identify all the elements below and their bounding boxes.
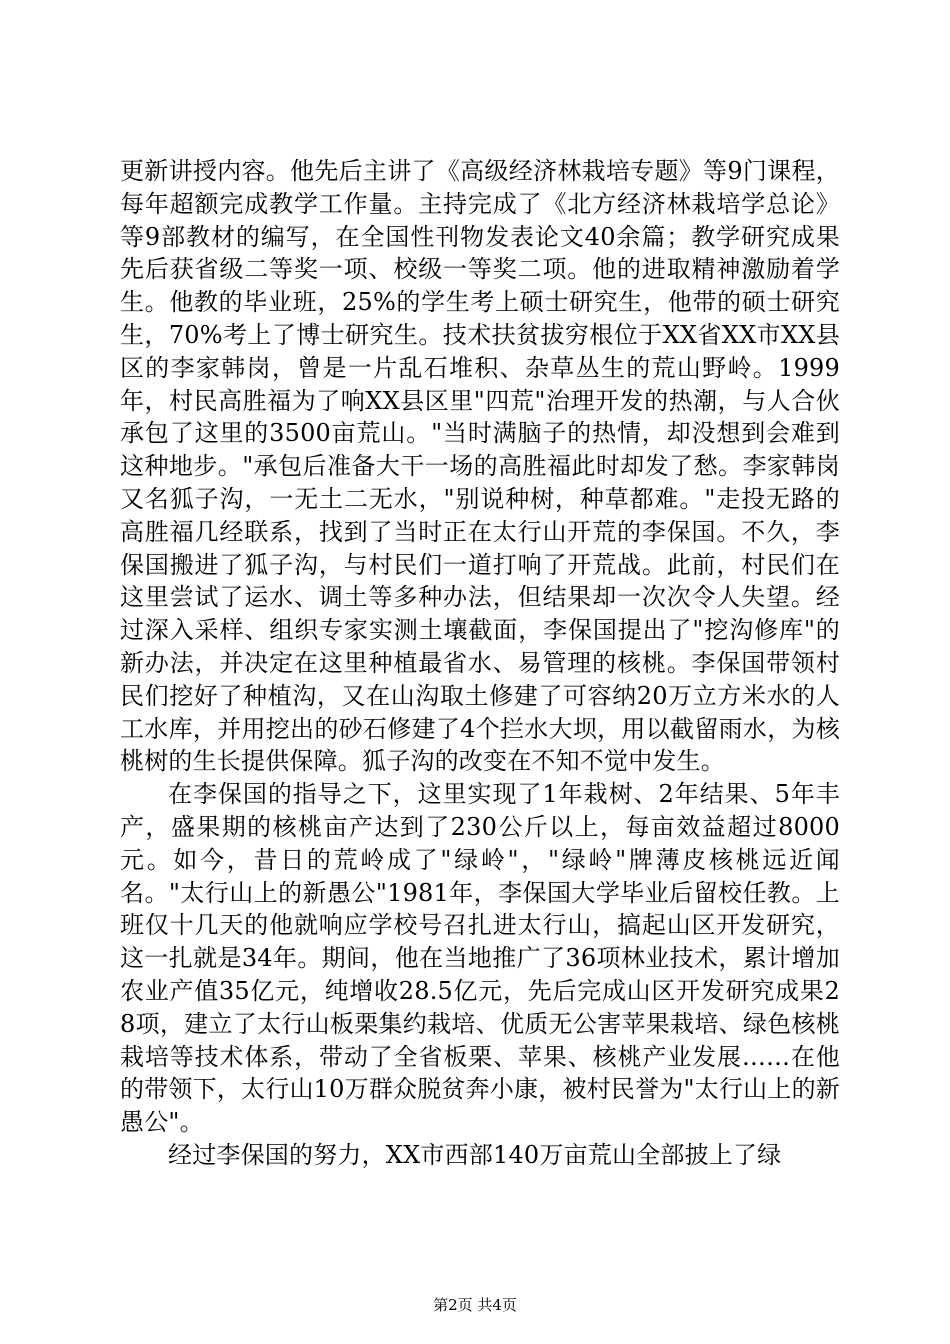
paragraph-1: 更新讲授内容。他先后主讲了《高级经济林栽培专题》等9门课程，每年超额完成教学工作量。主持完成了《北方经济林栽培学总论》等9部教材的编写，在全国性刊物发表论文40余篇；教学研究成果先后获省级二等奖一项、校级一等奖二项。他的进取精神激励着学生。他教的毕业班，25%的学生考上硕士研究生，他带的硕士研究生，70%考上了博士研究生。技术扶贫拔穷根位于XX省XX市XX县区的李家韩岗，曾是一片乱石堆积、杂草丛生的荒山野岭。1999年，村民高胜福为了响XX县区里"四荒"治理开发的热潮，与人合伙承包了这里的3500亩荒山。"当时满脑子的热情，却没想到会难到这种地步。"承包后准备大干一场的高胜福此时却发了愁。李家韩岗又名狐子沟，一无土二无水，"别说种树，种草都难。"走投无路的高胜福几经联系，找到了当时正在太行山开荒的李保国。不久，李保国搬进了狐子沟，与村民们一道打响了开荒战。此前，村民们在这里尝试了运水、调土等多种办法，但结果却一次次令人失望。经过深入采样、组织专家实测土壤截面，李保国提出了"挖沟修库"的新办法，并决定在这里种植最省水、易管理的核桃。李保国带领村民们挖好了种植沟，又在山沟取土修建了可容纳20万立方米水的人工水库，并用挖出的砂石修建了4个拦水大坝，用以截留雨水，为核桃树的生长提供保障。狐子沟的改变在不知不觉中发生。 xyxy=(120,157,840,776)
page-footer: 第2页 共4页 xyxy=(433,1296,517,1314)
paragraph-2: 在李保国的指导之下，这里实现了1年栽树、2年结果、5年丰产，盛果期的核桃亩产达到了230公斤以上，每亩效益超过8000元。如今，昔日的荒岭成了"绿岭"，"绿岭"牌薄皮核桃远近闻名。"太行山上的新愚公"1981年，李保国大学毕业后留校任教。上班仅十几天的他就响应学校号召扎进太行山，搞起山区开发研究，这一扎就是34年。期间，他在当地推广了36项林业技术，累计增加农业产值35亿元，纯增收28.5亿元，先后完成山区开发研究成果28项，建立了太行山板栗集约栽培、优质无公害苹果栽培、绿色核桃栽培等技术体系，带动了全省板栗、苹果、核桃产业发展……在他的带领下，太行山10万群众脱贫奔小康，被村民誉为"太行山上的新愚公"。 xyxy=(120,780,840,1137)
document-body xyxy=(120,155,840,1172)
paragraph-3: 经过李保国的努力，XX市西部140万亩荒山全部披上了绿 xyxy=(168,1140,782,1169)
